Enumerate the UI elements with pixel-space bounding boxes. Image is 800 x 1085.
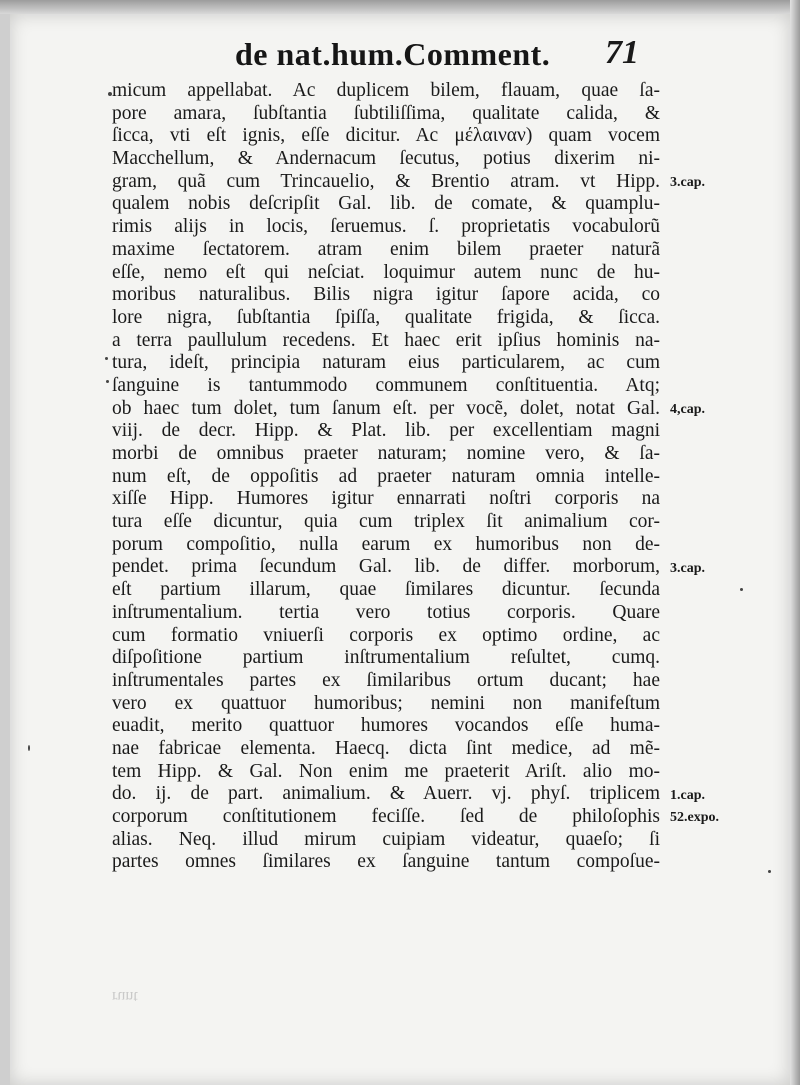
text-line: nae fabricae elementa. Haecq. dicta ſint medice, ad mẽ-: [112, 737, 660, 759]
text-line: diſpoſitione partium inſtrumentalium reſultet, cumq.: [112, 647, 660, 669]
text-line: tura, ideſt, principia naturam eius particularem, ac cum: [112, 352, 660, 374]
text-line: a terra paullulum recedens. Et haec erit ipſius hominis na-: [112, 329, 660, 351]
text-line: partes omnes ſimilares ex ſanguine tantum compoſue-: [112, 851, 660, 873]
ink-speck: [106, 380, 109, 383]
text-line: morbi de omnibus praeter naturam; nomine vero, & ſa-: [112, 443, 660, 464]
ink-speck: [28, 745, 30, 751]
text-line: qualem nobis deſcripſit Gal. lib. de comate, & quamplu-: [112, 193, 660, 215]
text-line: ſicca, vti eſt ignis, eſſe dicitur. Ac μέλαιναν) quam vocem: [112, 125, 660, 147]
text-line: cum formatio vniuerſi corporis ex optimo ordine, ac: [112, 624, 660, 646]
text-line: alias. Neq. illud mirum cuipiam videatur, quaeſo; ſi: [112, 828, 660, 850]
text-line: ſanguine is tantummodo communem conſtituentia. Atq;: [112, 374, 660, 396]
text-line: euadit, merito quattuor humores vocandos eſſe huma-: [112, 715, 660, 737]
ink-speck: [108, 92, 112, 96]
text-line: xiſſe Hipp. Humores igitur ennarrati noſtri corporis na: [112, 488, 660, 510]
text-line: gram, quã cum Trincauelio, & Brentio atram. vt Hipp.: [112, 170, 660, 192]
text-line: pendet. prima ſecundum Gal. lib. de differ. morborum,: [112, 556, 660, 578]
running-title: de nat.hum.Comment.: [235, 36, 551, 72]
text-line: rimis alijs in locis, ſeruemus. ſ. proprietatis vocabulorũ: [112, 216, 660, 238]
margin-note: 4,cap.: [670, 401, 705, 417]
text-line: corporum conſtitutionem feciſſe. ſed de philoſophis: [112, 806, 660, 827]
ink-speck: [768, 870, 771, 873]
text-line: eſt partium illarum, quae ſimilares dicuntur. ſecunda: [112, 579, 660, 601]
body-text: [112, 80, 660, 874]
show-through-catchword: runt: [112, 988, 138, 1005]
text-line: maxime ſectatorem. atram enim bilem praeter naturã: [112, 238, 660, 260]
text-line: do. ij. de part. animalium. & Auerr. vj. phyſ. triplicem: [112, 783, 660, 805]
margin-note: 1.cap.: [670, 787, 705, 803]
text-line: lore nigra, ſubſtantia ſpiſſa, qualitate frigida, & ſicca.: [112, 306, 660, 328]
text-line: tem Hipp. & Gal. Non enim me praeterit Ariſt. alio mo-: [112, 760, 660, 782]
text-line: micum appellabat. Ac duplicem bilem, flauam, quae ſa-: [112, 80, 660, 101]
text-line: eſſe, nemo eſt qui neſciat. loquimur autem nunc de hu-: [112, 261, 660, 283]
text-line: viij. de decr. Hipp. & Plat. lib. per excellentiam magni: [112, 420, 660, 442]
scan-edge-right: [790, 0, 800, 1085]
margin-note: 52.expo.: [670, 810, 719, 826]
ink-speck: [740, 588, 743, 591]
text-line: inſtrumentales partes ex ſimilaribus ortum ducant; hae: [112, 669, 660, 691]
margin-note: 3.cap.: [670, 560, 705, 576]
text-line: ob haec tum dolet, tum ſanum eſt. per vocẽ, dolet, notat Gal.: [112, 397, 660, 419]
text-line: tura eſſe dicuntur, quia cum triplex ſit animalium cor-: [112, 511, 660, 533]
text-line: pore amara, ſubſtantia ſubtiliſſima, qualitate calida, &: [112, 102, 660, 124]
text-line: num eſt, de oppoſitis ad praeter naturam omnia intelle-: [112, 465, 660, 487]
ink-speck: [105, 357, 108, 360]
text-line: moribus naturalibus. Bilis nigra igitur ſapore acida, co: [112, 284, 660, 306]
text-line: Macchellum, & Andernacum ſecutus, potius dixerim ni-: [112, 148, 660, 170]
text-line: porum compoſitio, nulla earum ex humoribus non de-: [112, 533, 660, 555]
text-line: vero ex quattuor humoribus; nemini non manifeſtum: [112, 692, 660, 714]
text-line: inſtrumentalium. tertia vero totius corporis. Quare: [112, 601, 660, 623]
margin-note: 3.cap.: [670, 174, 705, 190]
page-number: 71: [605, 34, 639, 71]
scan-edge-top: [0, 0, 800, 14]
